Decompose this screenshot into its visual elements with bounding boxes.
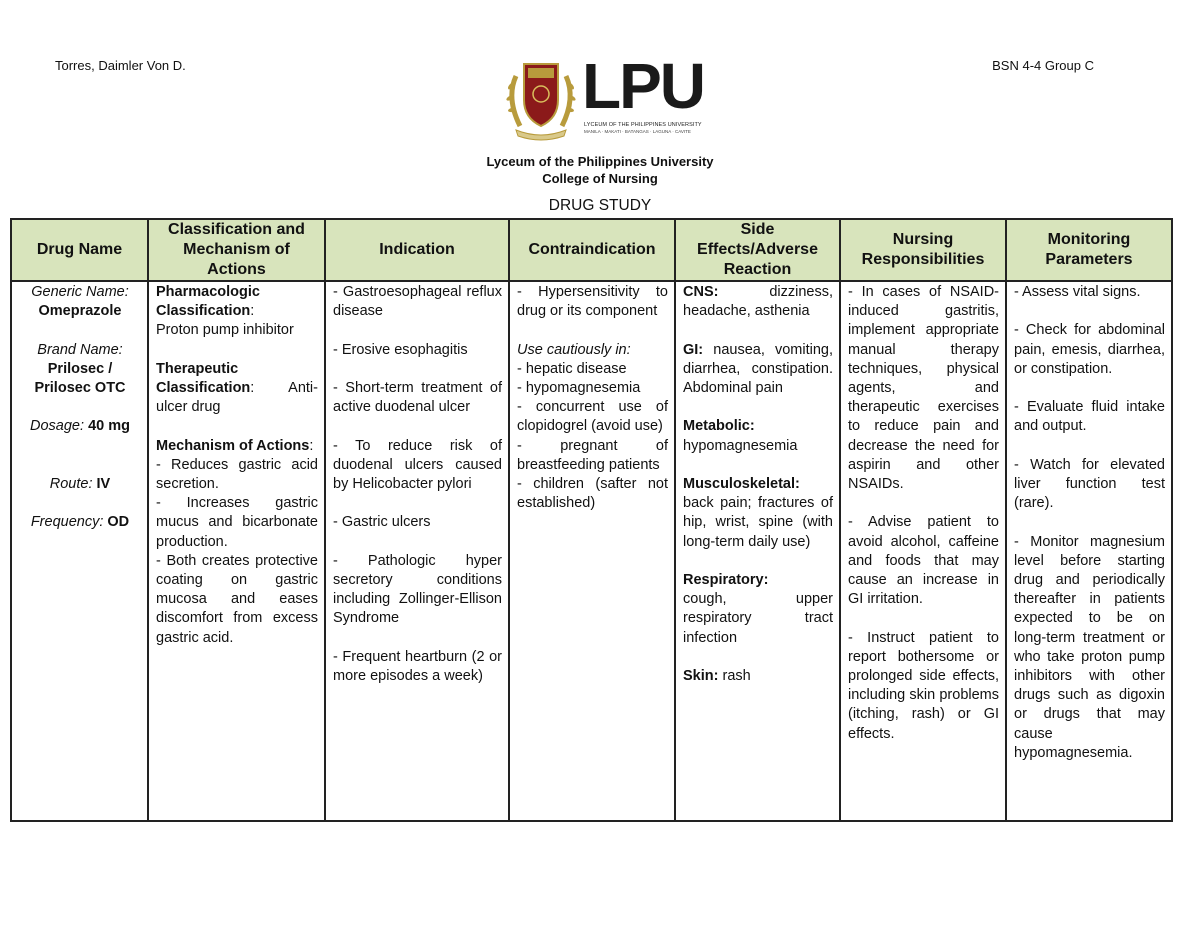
indication-item: - Pathologic hyper secretory conditions including Zollinger-Ellison Syndrome	[333, 552, 502, 627]
caution-item: - pregnant of breastfeeding patients	[517, 437, 668, 473]
indication-item: - Gastroesophageal reflux disease	[333, 284, 502, 320]
nursing-item: - In cases of NSAID-induced gastritis, implement appropriate manual therapy techniques, physical agents, and therapeutic exercises to reduce pain and decrease the need for aspirin and other NSAIDs.	[848, 284, 999, 493]
page-title: DRUG STUDY	[548, 197, 652, 214]
college-name: College of Nursing	[542, 171, 658, 186]
skin-value: rash	[722, 667, 751, 684]
monitoring-item: - Watch for elevated liver function test (rare).	[1014, 456, 1165, 512]
cell-nursing	[840, 281, 1006, 821]
thera-class-label: Therapeutic Classification	[156, 360, 251, 396]
header-side-effects: Side Effects/Adverse Reaction	[675, 219, 840, 281]
indication-item: - Erosive esophagitis	[333, 341, 468, 358]
moa-item: - Reduces gastric acid secretion.	[156, 456, 318, 493]
frequency-label: Frequency:	[30, 514, 104, 531]
gi-value: nausea, vomiting, diarrhea, constipation. Abdominal pain	[683, 341, 834, 396]
lpu-logo-subtitle: LYCEUM OF THE PHILIPPINES UNIVERSITY	[584, 122, 702, 128]
nursing-item: - Advise patient to avoid alcohol, caffeine and foods that may cause an increase in GI irritation.	[848, 514, 999, 608]
author-name: Torres, Daimler Von D.	[55, 58, 186, 73]
header-monitoring: Monitoring Parameters	[1006, 219, 1172, 281]
group-label: BSN 4-4 Group C	[992, 58, 1094, 73]
indication-item: - Short-term treatment of active duodenal ulcer	[333, 379, 502, 416]
monitoring-item: - Monitor magnesium level before starting drug and periodically thereafter in patients expected to be on long-term treatment or who take proton pump inhibitors with other drugs such as digoxin or drugs that may cause hypomagnesemia.	[1014, 533, 1165, 761]
cell-contraindication	[509, 281, 675, 821]
brand-name-value-2: Prilosec OTC	[34, 380, 126, 397]
generic-name-label: Generic Name:	[31, 284, 129, 300]
moa-item: - Increases gastric mucus and bicarbonate production.	[156, 495, 318, 550]
caution-item: - hepatic disease	[517, 360, 627, 377]
header-drug-name: Drug Name	[11, 219, 148, 281]
cell-monitoring	[1006, 281, 1172, 821]
dosage-value: 40 mg	[88, 418, 130, 435]
contraindication-main: - Hypersensitivity to drug or its component	[517, 284, 668, 320]
nursing-item: - Instruct patient to report bothersome or prolonged side effects, including skin problems (itching, rash) or GI effects.	[848, 629, 999, 742]
metabolic-label: Metabolic:	[683, 418, 755, 435]
lpu-logo	[502, 50, 704, 142]
lpu-logo-campuses: MANILA · MAKATI · BATANGAS · LAGUNA · CAVITE	[584, 129, 691, 134]
cell-side-effects	[675, 281, 840, 821]
university-name: Lyceum of the Philippines University	[486, 154, 714, 169]
header-nursing: Nursing Responsibilities	[840, 219, 1006, 281]
table-row	[11, 281, 1172, 821]
thera-class-value: Anti-ulcer drug	[156, 380, 318, 416]
pharm-class-label: Pharmacologic Classification	[156, 284, 260, 320]
monitoring-item: - Check for abdominal pain, emesis, diarrhea, or constipation.	[1014, 322, 1165, 377]
cell-classification: Pharmacologic Classification: Proton pump inhibitor Therapeutic Classification: Anti-ulcer drug Mechanism of Actions: - Reduces gastric acid secretion. - Increases gastric mucus and bicarbonate production. - Both creates protective coating on gastric mucosa and eases discomfort from excess gastric acid.	[148, 281, 325, 821]
brand-name-value-1: Prilosec /	[47, 360, 113, 377]
gi-label: GI:	[683, 341, 704, 358]
pharm-class-value: Proton pump inhibitor	[156, 322, 294, 339]
cell-drug-name	[11, 281, 148, 821]
frequency-value: OD	[107, 514, 130, 531]
route-label: Route:	[49, 476, 93, 493]
cns-label: CNS:	[683, 284, 719, 300]
caution-item: - concurrent use of clopidogrel (avoid use)	[517, 399, 668, 435]
monitoring-item: - Assess vital signs.	[1014, 284, 1141, 300]
indication-item: - To reduce risk of duodenal ulcers caused by Helicobacter pylori	[333, 437, 502, 492]
generic-name-value: Omeprazole	[38, 303, 122, 320]
lpu-wordmark: LPU	[582, 50, 704, 122]
indication-item: - Frequent heartburn (2 or more episodes a week)	[333, 648, 502, 684]
header-classification: Classification and Mechanism of Actions	[148, 219, 325, 281]
skin-label: Skin:	[683, 667, 719, 684]
moa-item: - Both creates protective coating on gastric mucosa and eases discomfort from excess gastric acid.	[156, 552, 318, 646]
musculo-value: back pain; fractures of hip, wrist, spine (with long-term daily use)	[683, 495, 833, 550]
metabolic-value: hypomagnesemia	[683, 437, 798, 454]
monitoring-item: - Evaluate fluid intake and output.	[1014, 399, 1165, 435]
header-contraindication: Contraindication	[509, 219, 675, 281]
moa-label: Mechanism of Actions	[156, 437, 310, 454]
dosage-label: Dosage:	[30, 418, 85, 435]
indication-item: - Gastric ulcers	[333, 514, 431, 531]
cell-indication	[325, 281, 509, 821]
caution-item: - hypomagnesemia	[517, 380, 641, 396]
route-value: IV	[96, 476, 111, 493]
musculo-label: Musculoskeletal:	[683, 475, 800, 492]
resp-value: cough, upper respiratory tract infection	[683, 591, 833, 646]
caution-item: - children (safter not established)	[517, 476, 668, 512]
drug-study-table	[10, 218, 1173, 822]
lpu-seal-icon	[502, 56, 580, 142]
table-header-row	[11, 219, 1172, 281]
header-indication: Indication	[325, 219, 509, 281]
cns-value: dizziness, headache, asthenia	[683, 284, 833, 320]
caution-label: Use cautiously in:	[517, 341, 631, 358]
brand-name-label: Brand Name:	[37, 341, 123, 358]
resp-label: Respiratory:	[683, 571, 769, 588]
